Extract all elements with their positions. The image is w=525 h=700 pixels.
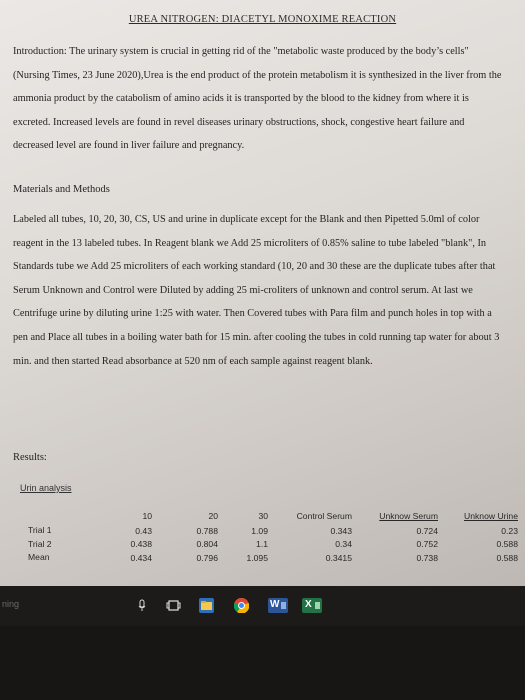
table-cell: 0.23: [501, 525, 518, 536]
column-header: Unknow Urine: [464, 511, 518, 521]
column-header: Control Serum: [296, 511, 352, 521]
task-view-icon[interactable]: [166, 598, 181, 613]
column-header: 30: [258, 511, 268, 521]
table-column-unknow-urine: [446, 510, 518, 565]
table-cell: 0.588: [496, 539, 518, 549]
document-title: UREA NITROGEN: DIACETYL MONOXIME REACTION: [128, 14, 397, 25]
row-label-trial-1: Trial 1: [28, 525, 52, 535]
row-label-trial-2: Trial 2: [28, 538, 52, 549]
table-cell: 0.438: [130, 539, 152, 549]
table-column-30: [232, 510, 268, 565]
table-cell: 0.752: [416, 539, 438, 549]
methods-paragraph: Labeled all tubes, 10, 20, 30, CS, US and urine in duplicate except for the Blank and then Pipetted 5.0ml of color reagent in the 13 labeled tubes. In Reagent blank we Add 25 microliters of 0.85% saline to tube labeled "blank", In Standards tube we Add 25 microliters of each working standard (10, 20 and 30 these are the duplicate tubes after that Serum Unknown and Control were Diluted by adding 25 mi-croliters of unknown and control serum. At last we Centrifuge urine by diluting urine 1:25 with water. Then Covered tubes with Para film and punch holes in top with a pen and Place all tubes in a boiling water bath for 15 min. after cooling the tubes in cold running tap water for about 3 min. and then started Read absorbance at 520 nm of each sample against reagent blank.: [13, 214, 500, 367]
table-column-10: [108, 510, 152, 565]
column-header: 20: [208, 511, 218, 521]
excel-icon-label: X: [305, 599, 312, 610]
table-column-control-serum: [272, 510, 352, 565]
file-explorer-icon[interactable]: [199, 598, 214, 613]
table-cell: 1.095: [246, 552, 268, 563]
table-cell: 0.434: [130, 552, 152, 563]
table-cell: 1.09: [251, 525, 268, 536]
results-heading: Results:: [13, 452, 47, 463]
table-cell: 0.738: [416, 552, 438, 563]
table-cell: 0.43: [135, 525, 152, 536]
column-header: 10: [142, 511, 152, 521]
table-label: Urin analysis: [20, 483, 72, 493]
chrome-icon[interactable]: [234, 598, 249, 613]
table-cell: 1.1: [256, 539, 268, 549]
microphone-icon[interactable]: [137, 598, 147, 613]
table-cell: 0.34: [335, 539, 352, 549]
table-cell: 0.788: [196, 525, 218, 536]
table-cell: 0.343: [330, 525, 352, 536]
excel-icon[interactable]: [302, 598, 322, 613]
word-icon-label: W: [270, 599, 280, 610]
table-column-20: [168, 510, 218, 565]
introduction-paragraph: Introduction: The urinary system is crucial in getting rid of the "metabolic waste produced by the body’s cells" (Nursing Times, 23 June 2020),Urea is the end product of the protein metabolism it is synthesized in the liver from the ammonia product by the catabolism of amino acids it is transported by the blood to the kidney from where it is excreted. Increased levels are found in revel diseases urinary obstructions, shock, congestive heart failure and decreased level are found in liver failure and pregnancy.: [13, 46, 502, 152]
row-label-mean: Mean: [28, 552, 50, 562]
table-row-labels: [28, 524, 52, 565]
methods-heading: Materials and Methods: [13, 184, 110, 195]
table-cell: 0.796: [196, 552, 218, 563]
column-header: Unknow Serum: [379, 511, 438, 521]
table-cell: 0.724: [416, 525, 438, 536]
taskbar: [0, 586, 525, 626]
table-column-unknow-serum: [360, 510, 438, 565]
table-cell: 0.588: [496, 552, 518, 563]
taskbar-search-text[interactable]: ning: [2, 599, 20, 609]
table-cell: 0.804: [196, 539, 218, 549]
table-cell: 0.3415: [325, 552, 352, 563]
word-icon[interactable]: [268, 598, 288, 613]
